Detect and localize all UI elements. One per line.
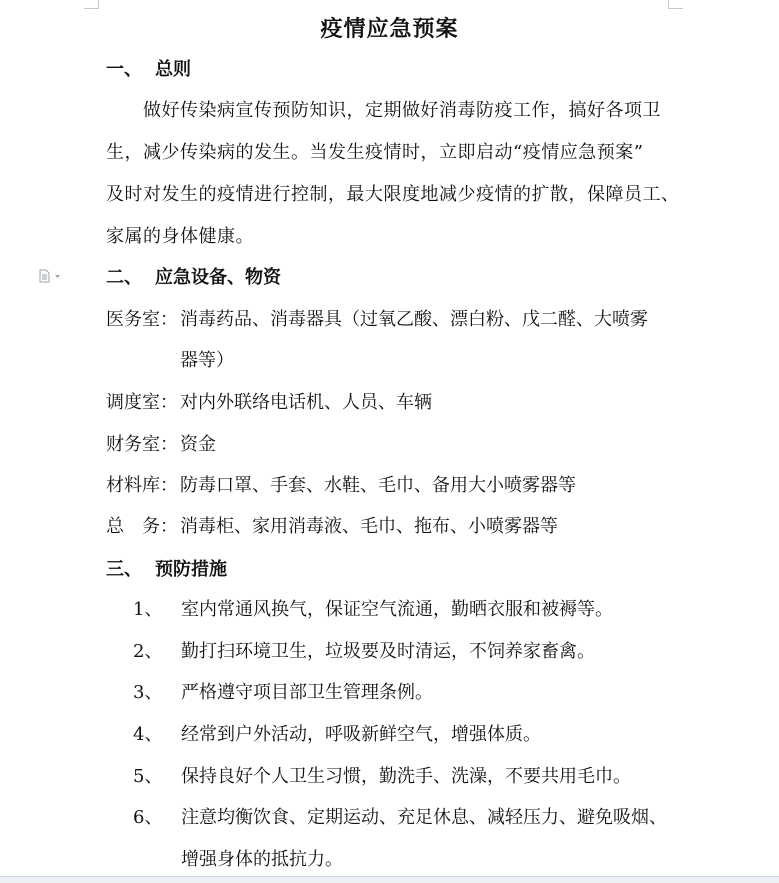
paragraph-line: 家属的身体健康。 [106,226,254,247]
section-number: 二、 [106,267,142,288]
equipment-text: 消毒药品、消毒器具（过氧乙酸、漂白粉、戊二醛、大喷雾 [180,309,648,330]
equipment-label: 总 务： [106,516,178,537]
equipment-row [106,433,216,457]
list-item-number: 1、 [133,599,163,620]
list-item-number: 6、 [133,807,163,828]
paragraph-line: 及时对发生的疫情进行控制，最大限度地减少疫情的扩散，保障员工、 [106,184,680,205]
list-item-text: 室内常通风换气，保证空气流通，勤晒衣服和被褥等。 [181,599,613,620]
section-heading-3 [106,558,227,582]
page-bottom-edge [0,876,779,883]
document-title: 疫情应急预案 [320,16,459,42]
section-number: 一、 [106,59,142,80]
list-item-text: 注意均衡饮食、定期运动、充足休息、减轻压力、避免吸烟、 [181,807,667,828]
crop-mark-top-left [84,0,99,9]
section-title: 应急设备、物资 [155,267,281,288]
equipment-label: 财务室： [106,434,178,455]
list-item-text: 经常到户外活动，呼吸新鲜空气，增强体质。 [181,724,541,745]
paragraph-line: 做好传染病宣传预防知识，定期做好消毒防疫工作，搞好各项卫 [143,100,661,121]
list-item-number: 3、 [133,682,163,703]
equipment-text: 消毒柜、家用消毒液、毛巾、拖布、小喷雾器等 [180,516,558,537]
section-heading-2 [106,266,281,290]
list-item-text: 严格遵守项目部卫生管理条例。 [181,682,433,703]
paragraph-line: 生，减少传染病的发生。当发生疫情时，立即启动“疫情应急预案” [106,142,644,163]
equipment-label: 材料库： [106,475,178,496]
list-item-text: 勤打扫环境卫生，垃圾要及时清运，不饲养家畜禽。 [181,641,595,662]
equipment-text: 对内外联络电话机、人员、车辆 [180,392,432,413]
equipment-row [106,474,576,498]
list-item-continuation: 增强身体的抵抗力。 [181,849,343,870]
equipment-label: 调度室： [106,392,178,413]
list-item-text: 保持良好个人卫生习惯，勤洗手、洗澡，不要共用毛巾。 [181,766,631,787]
section-title: 总则 [155,59,191,80]
equipment-row [106,515,558,539]
list-item-number: 2、 [133,641,163,662]
equipment-continuation: 器等） [180,350,234,371]
paragraph-handle-icon[interactable] [38,268,62,282]
equipment-label: 医务室： [106,309,178,330]
section-title: 预防措施 [155,559,227,580]
equipment-text: 防毒口罩、手套、水鞋、毛巾、备用大小喷雾器等 [180,475,576,496]
section-number: 三、 [106,559,142,580]
crop-mark-top-right [668,0,683,9]
list-item-number: 5、 [133,766,163,787]
equipment-row [106,391,432,415]
section-heading-1 [106,58,191,82]
list-item-number: 4、 [133,724,163,745]
equipment-row [106,308,648,332]
equipment-text: 资金 [180,434,216,455]
